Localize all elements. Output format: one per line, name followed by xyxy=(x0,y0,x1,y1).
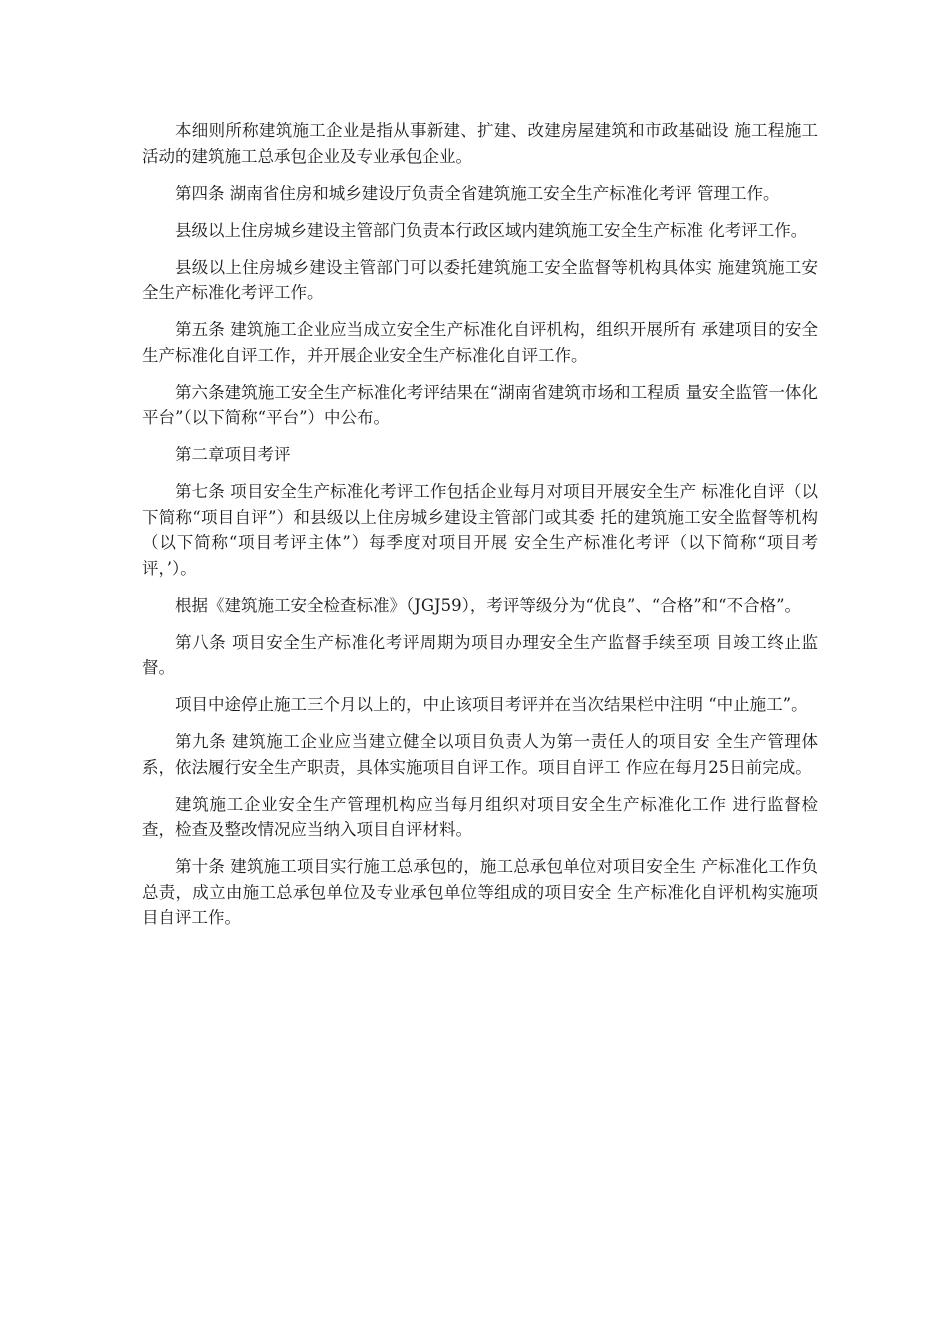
paragraph-article-8: 第八条 项目安全生产标准化考评周期为项目办理安全生产监督手续至项 目竣工终止监督。 xyxy=(142,632,818,677)
paragraph-evaluation-grades: 根据《建筑施工安全检查标准》（JGJ59），考评等级分为“优良”、“合格”和“不合格”。 xyxy=(175,595,802,615)
paragraph-monthly-supervision: 建筑施工企业安全生产管理机构应当每月组织对项目安全生产标准化工作 进行监督检查，检查及整改情况应当纳入项目自评材料。 xyxy=(142,794,818,839)
paragraph-county-delegation: 县级以上住房城乡建设主管部门可以委托建筑施工安全监督等机构具体实 施建筑施工安全生产标准化考评工作。 xyxy=(142,257,818,302)
paragraph-suspension: 项目中途停止施工三个月以上的，中止该项目考评并在当次结果栏中注明 “中止施工”。 xyxy=(175,695,808,714)
paragraph-article-9: 第九条 建筑施工企业应当建立健全以项目负责人为第一责任人的项目安 全生产管理体系，依法履行安全生产职责，具体实施项目自评工作。项目自评工 作应在每月25日前完成。 xyxy=(142,732,818,777)
chapter-heading-project-evaluation: 第二章项目考评 xyxy=(175,445,291,464)
paragraph-article-7: 第七条 项目安全生产标准化考评工作包括企业每月对项目开展安全生产 标准化自评（以下简称“项目自评”）和县级以上住房城乡建设主管部门或其委 托的建筑施工安全监督等机构（以下简称“项目考评主体”）每季度对项目开展 安全生产标准化考评（以下简称“项目考评，’）。 xyxy=(142,482,818,578)
paragraph-article-6: 第六条建筑施工安全生产标准化考评结果在“湖南省建筑市场和工程质 量安全监管一体化平台”（以下简称“平台”）中公布。 xyxy=(142,382,818,427)
paragraph-scope-definition: 本细则所称建筑施工企业是指从事新建、扩建、改建房屋建筑和市政基础设 施工程施工活动的建筑施工总承包企业及专业承包企业。 xyxy=(142,121,818,166)
paragraph-article-4: 第四条 湖南省住房和城乡建设厅负责全省建筑施工安全生产标准化考评 管理工作。 xyxy=(175,183,780,203)
document-page xyxy=(142,118,818,942)
paragraph-article-10: 第十条 建筑施工项目实行施工总承包的，施工总承包单位对项目安全生 产标准化工作负总责，成立由施工总承包单位及专业承包单位等组成的项目安全 生产标准化自评机构实施项目自评工作。 xyxy=(142,857,818,927)
paragraph-article-5: 第五条 建筑施工企业应当成立安全生产标准化自评机构，组织开展所有 承建项目的安全生产标准化自评工作，并开展企业安全生产标准化自评工作。 xyxy=(142,320,818,365)
paragraph-county-responsibility: 县级以上住房城乡建设主管部门负责本行政区域内建筑施工安全生产标准 化考评工作。 xyxy=(175,220,808,240)
